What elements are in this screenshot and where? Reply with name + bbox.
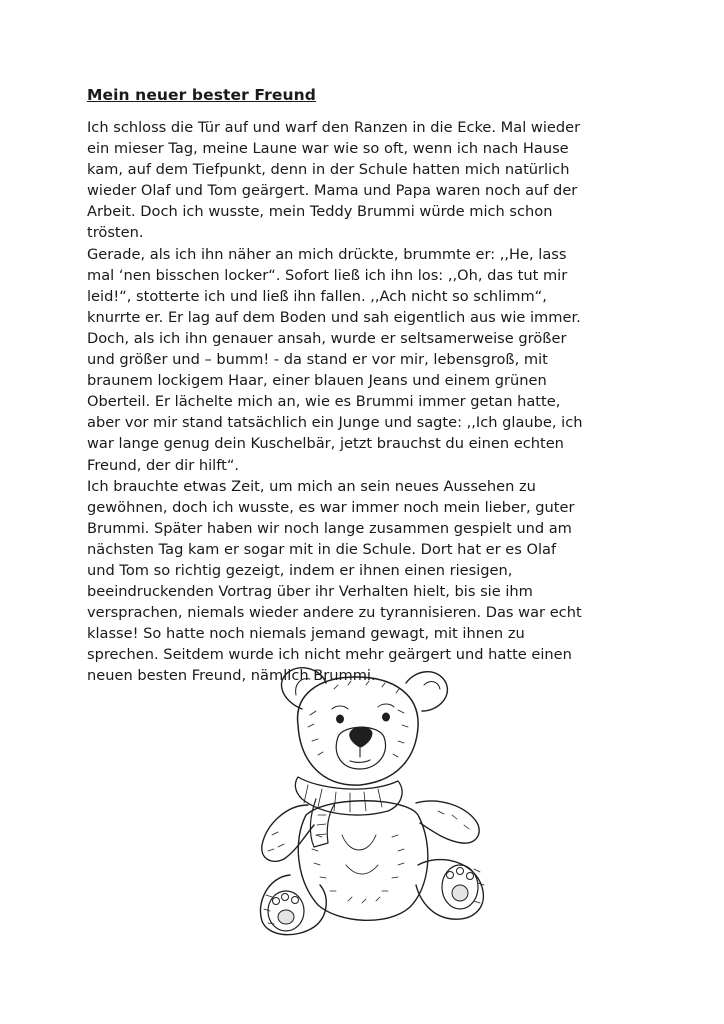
story-line: klasse! So hatte noch niemals jemand gewagt, mit ihnen zu (87, 625, 525, 643)
story-line: leid!“, stotterte ich und ließ ihn fallen. ,,Ach nicht so schlimm“, (87, 287, 547, 305)
story-line: war lange genug dein Kuschelbär, jetzt brauchst du einen echten (87, 435, 564, 453)
story-line: versprachen, niemals wieder andere zu tyrannisieren. Das war echt (87, 604, 582, 622)
story-line: und Tom so richtig gezeigt, indem er ihnen einen riesigen, (87, 561, 513, 579)
story-line: Doch, als ich ihn genauer ansah, wurde er seltsamerweise größer (87, 329, 567, 347)
story-line: knurrte er. Er lag auf dem Boden und sah eigentlich aus wie immer. (87, 308, 581, 326)
story-line: kam, auf dem Tiefpunkt, denn in der Schule hatten mich natürlich (87, 161, 570, 179)
story-line: aber vor mir stand tatsächlich ein Junge und sagte: ,,Ich glaube, ich (87, 414, 583, 432)
story-line: und größer und – bumm! - da stand er vor mir, lebensgroß, mit (87, 351, 548, 369)
story-line: neuen besten Freund, nämlich Brummi. (87, 667, 376, 685)
story-line: nächsten Tag kam er sogar mit in die Schule. Dort hat er es Olaf (87, 540, 557, 558)
teddy-bear-sketch (238, 665, 498, 945)
story-line: Arbeit. Doch ich wusste, mein Teddy Brummi würde mich schon (87, 203, 553, 221)
story-line: trösten. (87, 224, 144, 242)
story-text (87, 117, 647, 687)
story-line: Brummi. Später haben wir noch lange zusammen gespielt und am (87, 519, 572, 537)
story-line: Ich schloss die Tür auf und warf den Ranzen in die Ecke. Mal wieder (87, 119, 581, 136)
story-line: mal ‘nen bisschen locker“. Sofort ließ ich ihn los: ,,Oh, das tut mir (87, 266, 568, 284)
story-line: sprechen. Seitdem wurde ich nicht mehr geärgert und hatte einen (87, 646, 572, 664)
story-line: Freund, der dir hilft“. (87, 456, 240, 474)
story-line: Ich brauchte etwas Zeit, um mich an sein neues Aussehen zu (87, 477, 536, 495)
story-line: Oberteil. Er lächelte mich an, wie es Brummi immer getan hatte, (87, 393, 561, 411)
story-line: ein mieser Tag, meine Laune war wie so oft, wenn ich nach Hause (87, 140, 569, 158)
document-title: Mein neuer bester Freund (87, 86, 316, 104)
story-line: wieder Olaf und Tom geärgert. Mama und Papa waren noch auf der (87, 182, 578, 200)
teddy-bear-illustration (238, 665, 498, 945)
story-line: beeindruckenden Vortrag über ihr Verhalten hielt, bis sie ihm (87, 583, 533, 601)
story-line: gewöhnen, doch ich wusste, es war immer noch mein lieber, guter (87, 498, 575, 516)
story-line: braunem lockigem Haar, einer blauen Jeans und einem grünen (87, 372, 547, 390)
story-line: Gerade, als ich ihn näher an mich drückte, brummte er: ,,He, lass (87, 245, 567, 263)
